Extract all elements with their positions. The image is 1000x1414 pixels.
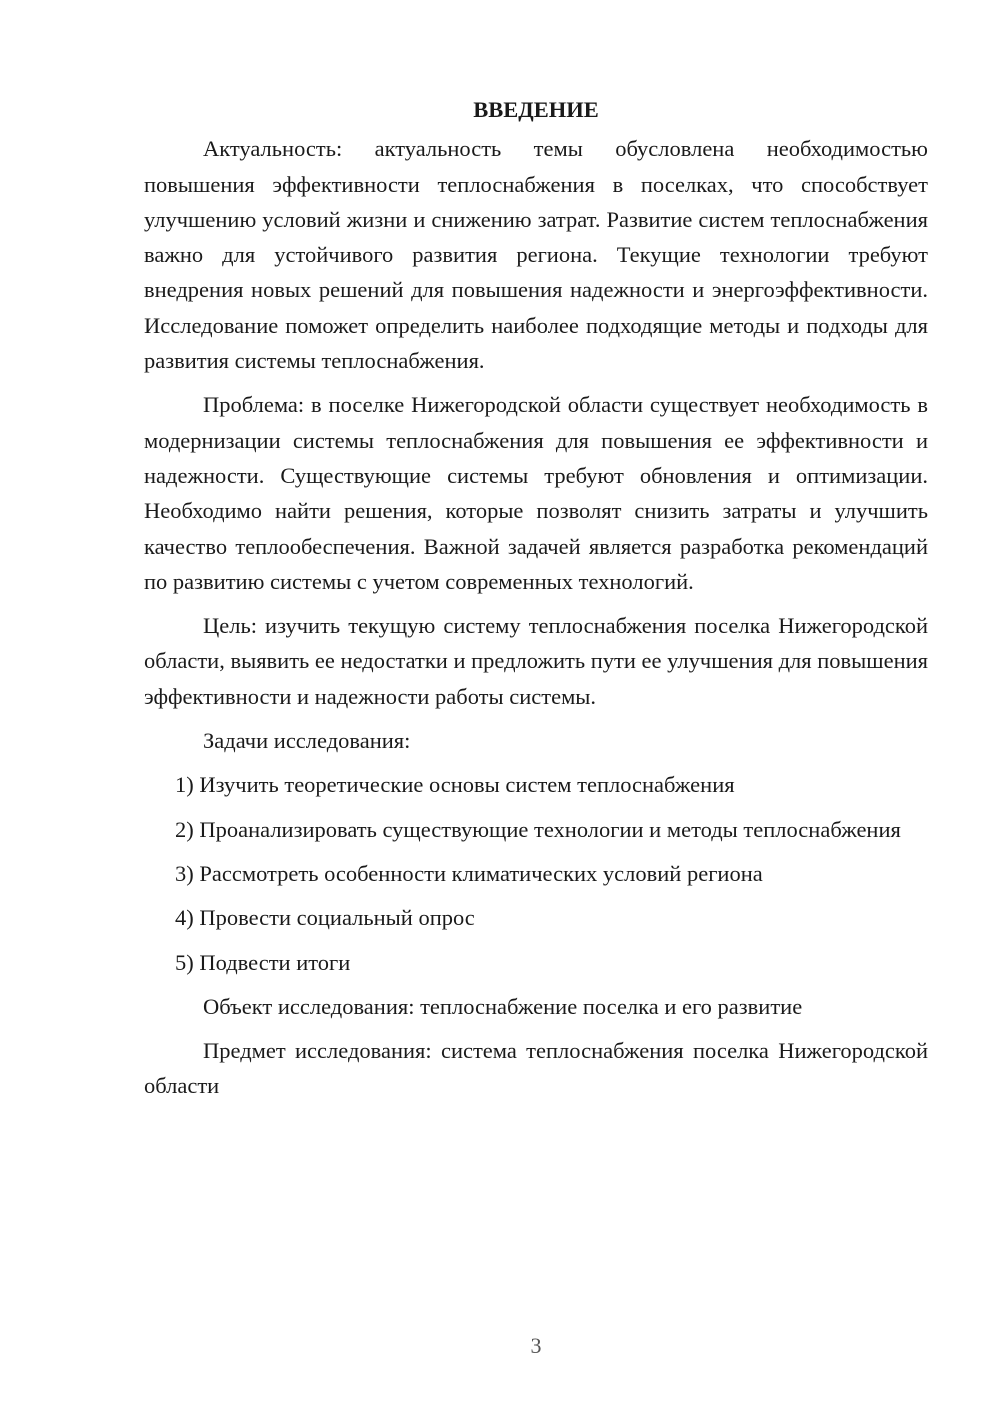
object-paragraph: Объект исследования: теплоснабжение поселка и его развитие bbox=[203, 993, 803, 1019]
goal-paragraph: Цель: изучить текущую систему теплоснабжения поселка Нижегородской области, выявить ее недостатки и предложить пути ее улучшения для повышения эффективности и надежности работы системы. bbox=[144, 613, 929, 709]
page-content bbox=[144, 92, 928, 1104]
task-item: 5) Подвести итоги bbox=[175, 949, 351, 975]
relevance-paragraph: Актуальность: актуальность темы обусловлена необходимостью повышения эффективности теплоснабжения в поселках, что способствует улучшению условий жизни и снижению затрат. Развитие систем теплоснабжения важно для устойчивого развития региона. Текущие технологии требуют внедрения новых решений для повышения надежности и энергоэффективности. Исследование поможет определить наиболее подходящие методы и подходы для развития системы теплоснабжения. bbox=[144, 136, 928, 374]
page-number: 3 bbox=[530, 1333, 542, 1358]
subject-paragraph: Предмет исследования: система теплоснабжения поселка Нижегородской области bbox=[144, 1038, 928, 1099]
task-item: 2) Проанализировать существующие технологии и методы теплоснабжения bbox=[175, 816, 901, 842]
task-item: 3) Рассмотреть особенности климатических условий региона bbox=[175, 860, 763, 886]
task-item: 4) Провести социальный опрос bbox=[175, 905, 475, 931]
section-title: ВВЕДЕНИЕ bbox=[473, 97, 599, 122]
tasks-heading: Задачи исследования: bbox=[203, 728, 411, 754]
problem-paragraph: Проблема: в поселке Нижегородской области существует необходимость в модернизации системы теплоснабжения для повышения ее эффективности и надежности. Существующие системы требуют обновления и оптимизации. Необходимо найти решения, которые позволят снизить затраты и улучшить качество теплообеспечения. Важной задачей является разработка рекомендаций по развитию системы с учетом современных технологий. bbox=[144, 392, 928, 594]
task-item: 1) Изучить теоретические основы систем теплоснабжения bbox=[175, 772, 735, 798]
